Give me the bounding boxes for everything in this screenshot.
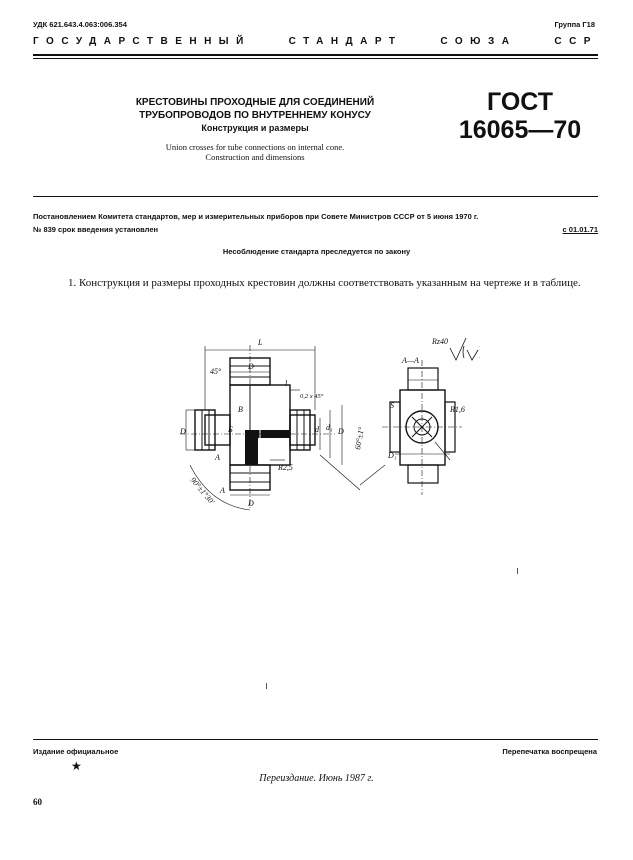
section-mark-a-left: А <box>215 453 220 462</box>
body-paragraph: 1. Конструкция и размеры проходных крестовин должны соответствовать указанным на чертеже и в таблице. <box>68 277 581 289</box>
roughness-label: Rz40 <box>432 337 448 346</box>
scan-speck <box>517 568 518 574</box>
section-mark-a-bottom: А <box>220 486 225 495</box>
dim-label-D-top: D <box>248 362 254 371</box>
english-title-line: Union crosses for tube connections on internal cone. <box>165 142 345 152</box>
banner-word: ГОСУДАРСТВЕННЫЙ <box>33 36 251 47</box>
udk-code: УДК 621.643.4.063:006.354 <box>33 20 127 29</box>
header-rule-thin <box>33 58 598 59</box>
dim-label-D-left: D <box>180 427 186 436</box>
gost-designation <box>455 88 585 144</box>
banner-word: СОЮЗА <box>440 36 517 47</box>
law-warning: Несоблюдение стандарта преследуется по закону <box>222 247 411 256</box>
document-title <box>90 96 420 122</box>
roughness-mark <box>450 338 480 360</box>
dim-label-s: S <box>390 401 394 410</box>
gost-label: ГОСТ <box>487 88 553 116</box>
scan-speck <box>266 683 267 689</box>
english-title <box>90 142 420 162</box>
official-edition: Издание официальное <box>33 747 119 756</box>
english-title-line: Construction and dimensions <box>205 152 305 162</box>
page-number: 60 <box>33 797 42 807</box>
gost-number: 16065—70 <box>458 116 582 144</box>
dim-label-d1-section: D₁ <box>388 451 397 460</box>
dim-label-L: L <box>258 338 263 347</box>
decree-line: Постановлением Комитета стандартов, мер и измерительных приборов при Совете Министров СССР от 5 июня 1970 г. <box>33 212 479 221</box>
dim-label-l: l <box>285 379 288 388</box>
dim-label-b1: Б <box>228 425 233 434</box>
header-rule-thick <box>33 54 598 56</box>
group-code: Группа Г18 <box>554 20 595 29</box>
dim-label-D-bottom: D <box>248 499 254 508</box>
footer-rule <box>33 739 598 740</box>
title-line: ТРУБОПРОВОДОВ ПО ВНУТРЕННЕМУ КОНУСУ <box>139 110 371 121</box>
standard-banner <box>33 36 598 47</box>
banner-word: ССР <box>554 36 598 47</box>
section-rule <box>33 196 598 197</box>
title-line: КРЕСТОВИНЫ ПРОХОДНЫЕ ДЛЯ СОЕДИНЕНИЙ <box>135 97 375 108</box>
dim-label-chamfer: 0,2 х 45° <box>300 393 324 400</box>
banner-word: СТАНДАРТ <box>288 36 403 47</box>
reissue-note: Переиздание. Июнь 1987 г. <box>259 773 374 784</box>
dim-label-r16: R1,6 <box>450 405 465 414</box>
technical-drawing <box>150 330 480 530</box>
dim-label-D-right: D <box>338 427 344 436</box>
star-icon: ★ <box>71 759 82 773</box>
reprint-notice: Перепечатка воспрещена <box>502 747 597 756</box>
decree-block <box>33 210 598 236</box>
dim-label-r25: R2,5 <box>278 463 293 472</box>
section-title: А—А <box>402 356 419 365</box>
dim-label-angle90: 90°±1°30' <box>188 475 217 507</box>
section-view <box>382 360 462 495</box>
dim-label-angle60: 60°±1° <box>353 426 366 451</box>
dim-label-d1: d₁ <box>326 423 333 432</box>
decree-line: № 839 срок введения установлен <box>33 225 159 234</box>
dim-label-b2: В <box>238 405 243 414</box>
document-subtitle: Конструкция и размеры <box>201 123 309 133</box>
dim-label-angle45: 45° <box>210 367 222 376</box>
effective-date: с 01.01.71 <box>562 225 598 234</box>
dim-label-d: d <box>315 425 319 434</box>
